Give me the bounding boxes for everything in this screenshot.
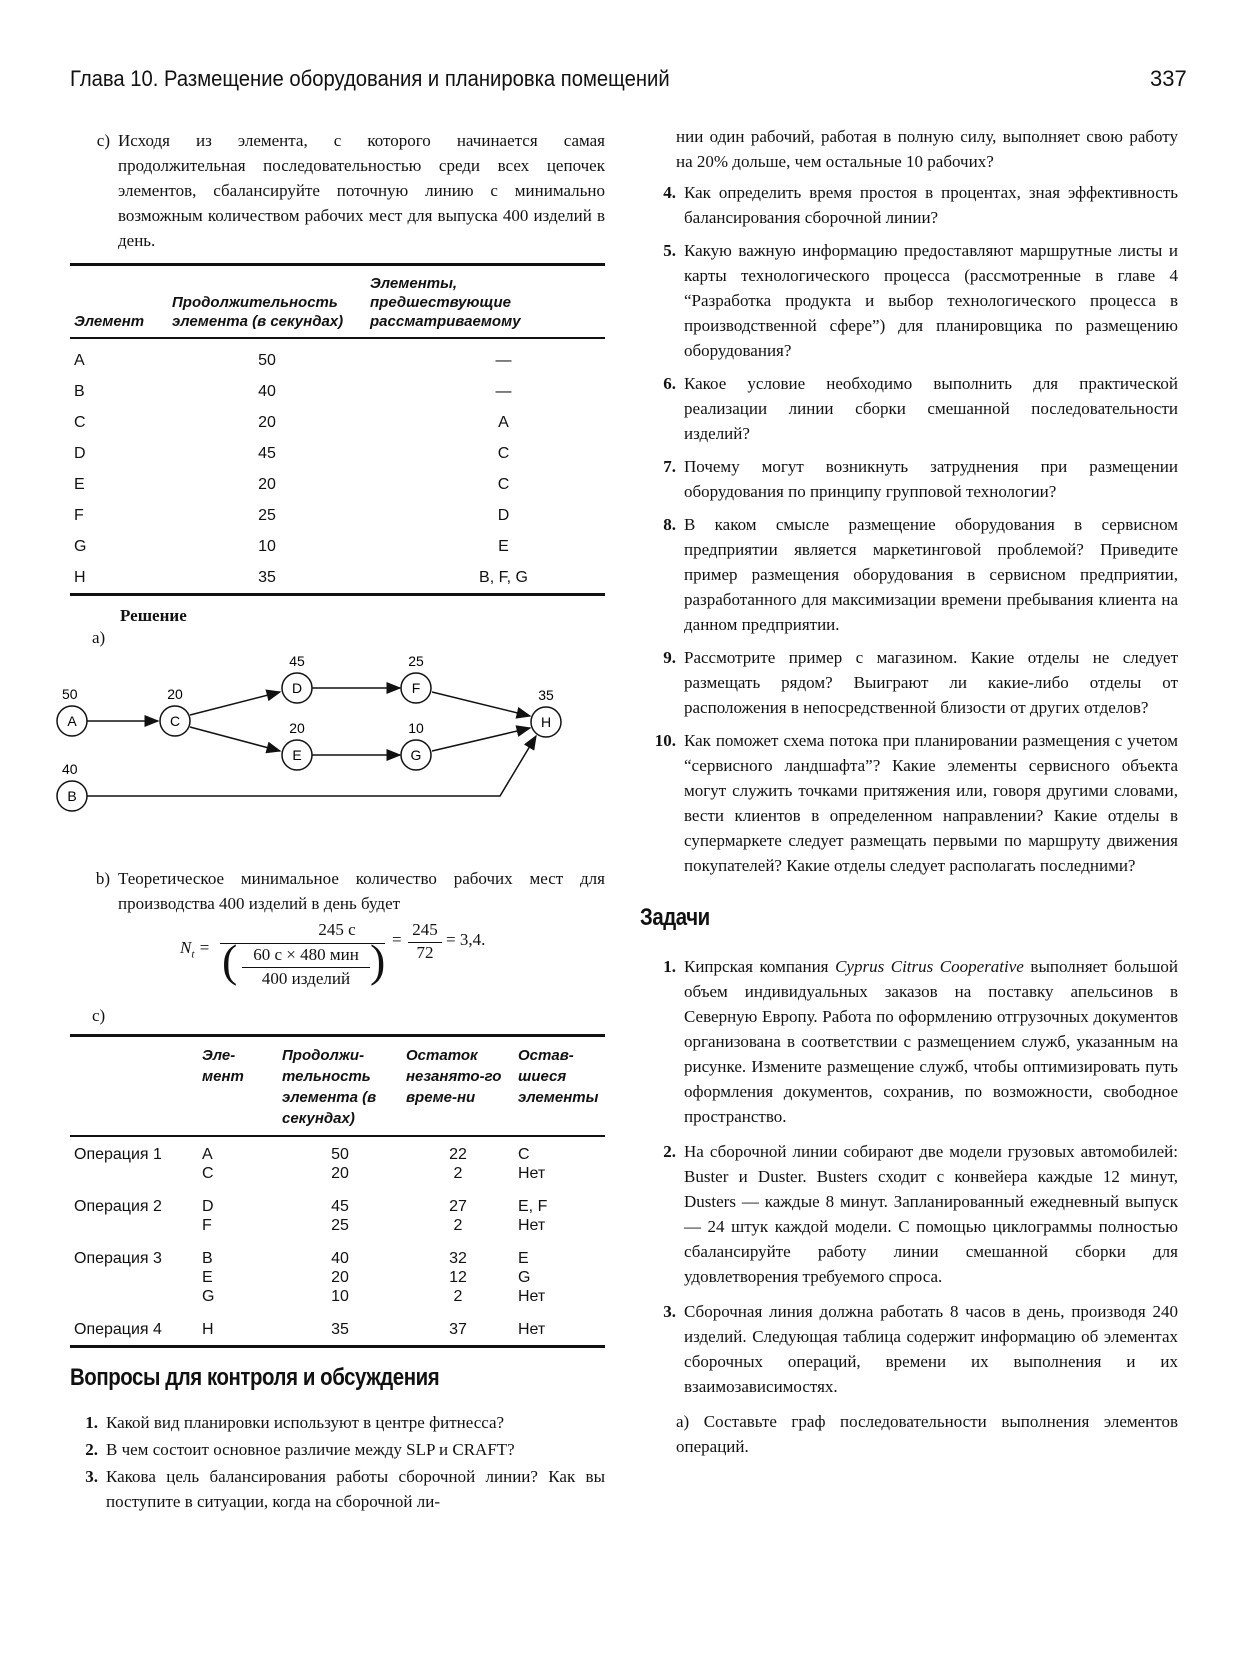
cell-line: 27 [449,1198,467,1215]
node-d-time: 45 [289,653,305,669]
operation-cell: Операция 2 [74,1198,162,1215]
duration-cell [278,1312,402,1347]
question-item [640,512,1178,637]
item-number: 9. [663,648,676,667]
left-column [62,128,605,1516]
formula-fraction-bar [220,943,385,944]
precedence-graph [62,648,605,848]
item-number: 2. [663,1142,676,1161]
predecessor-cell: E [498,537,509,555]
predecessor-cell: C [497,444,510,462]
cell-line: 45 [331,1198,349,1215]
element-cell: A [74,351,85,369]
page-number: 337 [1150,66,1187,91]
node-f-label: F [411,680,421,696]
cell-line: 12 [449,1269,467,1286]
edge-c-e [190,727,280,751]
item-text: Рассмотрите пример с магазином. Какие отделы не следует размещать рядом? Выиграют ли какие-либо отделы от расположения в непосредственной близости от других отделов? [684,648,1178,717]
duration-cell: 50 [258,351,276,369]
element-cell: H [74,568,86,586]
item-number: 5. [663,241,676,260]
table-row [70,531,605,562]
duration-cell [278,1189,402,1241]
item-number: 2. [85,1440,98,1459]
item-number: 3. [85,1467,98,1486]
remaining-cell [514,1312,605,1347]
element-cell: F [74,506,84,524]
questions-heading: Вопросы для контроля и обсуждения [70,1364,440,1391]
duration-cell: 20 [258,475,276,493]
cell-line: 10 [331,1288,349,1305]
item-number: 1. [663,957,676,976]
cell-line: 2 [453,1217,463,1234]
cell-line: A [202,1146,213,1163]
table-row [70,1189,605,1241]
item-text: Как поможет схема потока при планировании размещения с учетом “сервисного ландшафта”? Какие элементы сервисного объекта могут служить точками притяжения или, говоря другими словами, вести клиентов в определенном направлении? Какие отделы в супермаркете следует размещать первыми по маршруту движения покупателей? Какие отделы следует располагать последними? [684,731,1178,875]
right-column [640,124,1178,1459]
item-text: В каком смысле размещение оборудования в сервисном предприятии является маркетинговой проблемой? Приведите пример размещения оборудования в сервисном предприятии, разработанного для максимизации времени пребывания клиента на данном предприятии. [684,515,1178,634]
col-header-element: Элемент [70,265,168,339]
node-f-time: 25 [408,653,424,669]
item-text: Почему могут возникнуть затруднения при размещении оборудования по принципу групповой технологии? [684,457,1178,501]
node-e-label: E [292,747,302,763]
duration-cell: 35 [258,568,276,586]
formula-inner-bar [242,967,370,968]
col-header-operation [70,1036,198,1137]
element-cell: B [74,382,85,400]
part-a-label: a) [92,628,106,647]
cell-line: G [202,1288,215,1305]
formula-den-bottom: 400 изделий [261,969,351,988]
cell-line: E [518,1250,529,1267]
node-c-label: C [169,713,181,729]
table-row [70,1312,605,1347]
cell-line: 20 [331,1269,349,1286]
predecessor-cell: C [497,475,510,493]
cell-line: 2 [453,1288,463,1305]
node-h [531,687,561,737]
node-b [57,761,87,811]
cell-line: E [202,1269,213,1286]
remaining-cell [514,1241,605,1312]
question-3-continuation: нии один рабочий, работая в полную силу, выполняет свою работу на 20% дольше, чем остальные 10 рабочих? [676,127,1178,171]
node-e [282,720,312,770]
table-row [70,376,605,407]
node-a-time: 50 [62,686,78,702]
formula-paren-left: ( [222,935,238,986]
predecessor-cell: — [495,351,512,369]
part-c-label: c) [92,1006,106,1025]
cell-line: 35 [331,1321,349,1338]
task-item [640,954,1178,1129]
question-item [640,645,1178,720]
item-text [684,954,1178,1129]
duration-cell: 45 [258,444,276,462]
idle-cell [402,1136,514,1189]
part-b-text: Теоретическое минимальное количество рабочих мест для производства 400 изделий в день будет [118,869,605,913]
edge-f-h [432,692,530,716]
node-h-time: 35 [538,687,554,703]
item-text: Какова цель балансирования работы сборочной линии? Как вы поступите в ситуации, когда на сборочной ли- [106,1467,605,1511]
formula-frac2-num: 245 [412,920,438,939]
task-item [640,1299,1178,1399]
remaining-cell [514,1136,605,1189]
question-item [70,1464,605,1514]
element-cell: D [74,444,86,462]
duration-cell: 25 [258,506,276,524]
item-number: 7. [663,457,676,476]
task-text: Сборочная линия должна работать 8 часов в день, производя 240 изделий. Следующая таблица содержит информацию об элементах сборочных операций, времени их выполнения и их взаимозависимостях. [684,1302,1178,1396]
cell-line: Нет [518,1217,546,1234]
element-cell: G [74,537,87,555]
formula-paren-right: ) [370,935,386,986]
node-d-label: D [291,680,303,696]
company-name: Cyprus Citrus Cooperative [835,957,1024,976]
duration-cell: 40 [258,382,276,400]
idle-cell [402,1312,514,1347]
question-item [70,1437,605,1462]
cell-line: C [518,1146,530,1163]
table-row [70,500,605,531]
operation-cell: Операция 4 [74,1321,162,1338]
node-c [160,686,190,736]
table-row [70,438,605,469]
formula-lhs: $N_t$ = [180,938,211,961]
table-row [70,407,605,438]
item-number: 4. [663,183,676,202]
item-text: В чем состоит основное различие между SLP и CRAFT? [106,1440,515,1459]
tasks-heading: Задачи [640,904,710,931]
element-cell [198,1312,278,1347]
table-row [70,562,605,595]
predecessor-cell: D [497,506,510,524]
item-number: 8. [663,515,676,534]
duration-cell: 10 [258,537,276,555]
task-item [640,1139,1178,1289]
item-number: 10. [654,731,676,750]
node-a-label: A [67,713,77,729]
solution-label: Решение [120,606,187,625]
item-text: Какое условие необходимо выполнить для практической реализации линии сборки смешанной последовательности изделий? [684,374,1178,443]
node-g-time: 10 [408,720,424,736]
node-c-time: 20 [167,686,183,702]
intro-text: Исходя из элемента, с которого начинается самая продолжительная последовательностью среди всех цепочек элементов, сбалансируйте поточную линию с минимально возможным количеством рабочих мест для выпуска 400 изделий в день. [118,131,605,250]
predecessor-cell: — [495,382,512,400]
node-g-label: G [410,747,422,763]
cell-line: E, F [518,1198,548,1215]
task-text: Кипрская компания [684,957,836,976]
questions-list-right [640,180,1178,878]
node-b-label: B [67,788,77,804]
node-b-time: 40 [62,761,78,777]
questions-list-left [70,1410,605,1514]
cell-line: 25 [331,1217,349,1234]
formula-result: = 3,4. [446,930,486,949]
cell-line: 22 [449,1146,467,1163]
tasks-list [640,954,1178,1399]
element-cell: E [74,475,85,493]
cell-line: 40 [331,1250,349,1267]
cell-line: 50 [331,1146,349,1163]
remaining-cell [514,1189,605,1241]
cell-line: F [202,1217,212,1234]
duration-cell [278,1241,402,1312]
col-header-idle: Остаток незанято-го време-ни [402,1036,514,1137]
node-h-label: H [540,714,552,730]
operation-cell: Операция 3 [74,1250,162,1267]
cell-line: Нет [518,1321,546,1338]
col-header-element: Эле-мент [198,1036,278,1137]
cell-line: 32 [449,1250,467,1267]
element-cell [198,1241,278,1312]
question-item [640,728,1178,878]
task-3-sub-a [640,1409,1178,1459]
table-row [70,1241,605,1312]
question-item [640,180,1178,230]
col-header-predecessors: Элементы, предшествующие рассматриваемому [366,265,605,339]
item-text [684,1299,1178,1399]
col-header-remaining: Остав-шиеся элементы [514,1036,605,1137]
idle-cell [402,1241,514,1312]
cell-line: Нет [518,1288,546,1305]
item-text: Как определить время простоя в процентах, зная эффективность балансирования сборочной линии? [684,183,1178,227]
item-number: 3. [663,1302,676,1321]
intro-letter: c) [96,131,110,150]
question-item [640,371,1178,446]
operation-cell: Операция 1 [74,1146,162,1163]
node-f [401,653,431,703]
formula-numerator: 245 с [318,920,356,939]
question-item [640,454,1178,504]
table-row [70,338,605,376]
operations-table [70,1034,605,1348]
item-number: 6. [663,374,676,393]
table-row [70,1136,605,1189]
task-text: На сборочной линии собирают две модели грузовых автомобилей: Buster и Duster. Busters сходит с конвейера каждые 12 минут, Dusters — каждые 8 минут. Запланированный ежедневный выпуск — 24 штук каждой модели. С помощью циклограммы полностью сбалансируйте работу линии смешанной сборки для удовлетворения требуемого спроса. [684,1142,1178,1286]
cell-line: 37 [449,1321,467,1338]
col-header-duration: Продолжи-тельность элемента (в секундах) [278,1036,402,1137]
part-b-item [70,866,605,916]
cell-line: C [202,1165,214,1182]
cell-line: B [202,1250,213,1267]
question-item [640,238,1178,363]
cell-line: 2 [453,1165,463,1182]
edge-c-d [190,692,280,715]
element-cell [198,1189,278,1241]
cell-line: 20 [331,1165,349,1182]
predecessor-cell: B, F, G [479,568,528,586]
cell-line: H [202,1321,214,1338]
node-g [401,720,431,770]
edge-g-h [432,728,530,751]
node-e-time: 20 [289,720,305,736]
node-a [57,686,87,736]
element-cell: C [74,413,86,431]
duration-cell [278,1136,402,1189]
node-d [282,653,312,703]
page-header-title: Глава 10. Размещение оборудования и планировка помещений [70,66,670,91]
cell-line: D [202,1198,214,1215]
item-text: Какой вид планировки используют в центре фитнесса? [106,1413,505,1432]
formula: $N_t$ = 245 с ( ) 60 с × 480 мин 400 изделий = 245 72 = 3,4. [180,920,486,988]
formula-frac2-den: 72 [416,943,434,962]
col-header-duration: Продолжительность элемента (в секундах) [168,265,366,339]
table-row [70,469,605,500]
part-b-letter: b) [95,869,110,888]
task-text-continued: выполняет большой объем индивидуальных заказов на поставку апельсинов в Северную Европу. Работа по оформлению отгрузочных документов организована в соответствии с размещением служб, указанным на рисунке. Измените размещение служб, чтобы оптимизировать путь оформления документов, сохранив, по возможности, свободное пространство. [684,957,1179,1126]
elements-table [70,263,605,596]
item-text [684,1139,1178,1289]
predecessor-cell: A [498,413,509,431]
task-3-sub-a-text: a) Составьте граф последовательности выполнения элементов операций. [676,1412,1178,1456]
duration-cell: 20 [258,413,276,431]
intro-item [70,128,605,253]
element-cell [198,1136,278,1189]
formula-den-top: 60 с × 480 мин [253,945,359,964]
cell-line: Нет [518,1165,546,1182]
idle-cell [402,1189,514,1241]
question-item [70,1410,605,1435]
item-number: 1. [85,1413,98,1432]
cell-line: G [518,1269,531,1286]
item-text: Какую важную информацию предоставляют маршрутные листы и карты технологического процесса (рассмотренные в главе 4 “Разработка продукта и выбор технологического процесса в производственной сфере”) для планировщика по размещению оборудования? [684,241,1178,360]
edge-b-h [86,736,536,796]
